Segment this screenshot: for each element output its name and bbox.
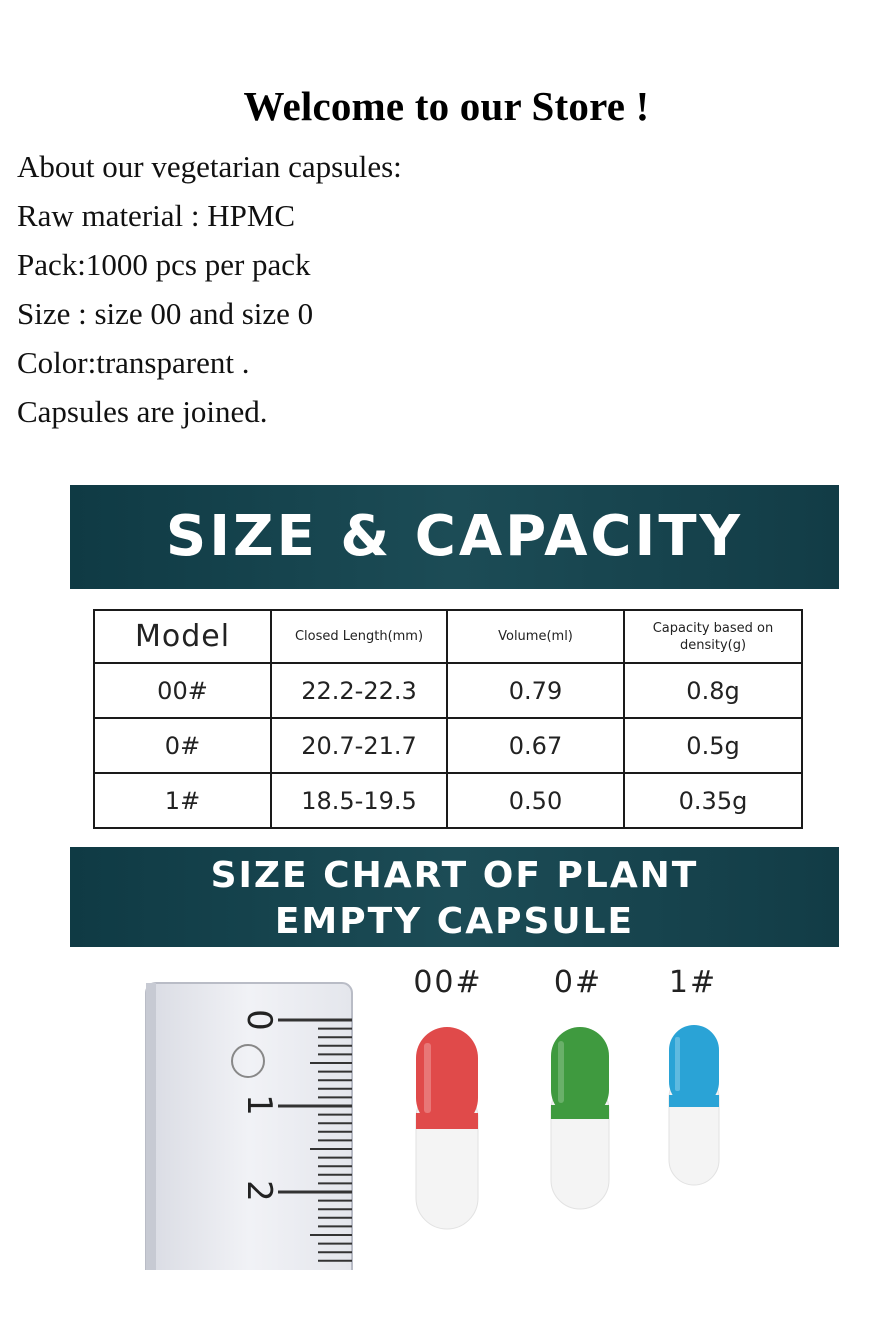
capsule-size-illustration (140, 965, 820, 1270)
table-row (94, 773, 802, 828)
ruler-number: 2 (239, 1180, 279, 1202)
table-cell: 0.79 (447, 663, 624, 718)
table-cell: 20.7-21.7 (271, 718, 447, 773)
size-chart-banner-line: EMPTY CAPSULE (274, 901, 635, 942)
table-cell: 0.67 (447, 718, 624, 773)
table-cell: 0.35g (624, 773, 802, 828)
table-cell: 22.2-22.3 (271, 663, 447, 718)
table-header-row (94, 610, 802, 663)
size-capacity-banner: SIZE & CAPACITY (70, 485, 839, 589)
info-line: Capsules are joined. (17, 394, 268, 429)
size-capacity-table (93, 609, 803, 829)
table-row (94, 718, 802, 773)
capsule-label-00: 00# (413, 965, 483, 1000)
ruler-number: 0 (239, 1009, 279, 1031)
table-cell: 0.5g (624, 718, 802, 773)
column-header-volume: Volume(ml) (447, 610, 624, 663)
capsule-label-0: 0# (553, 965, 603, 1000)
capsule-0-icon (549, 1025, 611, 1211)
info-line: Raw material : HPMC (17, 198, 296, 233)
ruler-number: 1 (239, 1094, 279, 1116)
column-header-length: Closed Length(mm) (271, 610, 447, 663)
table-row (94, 663, 802, 718)
column-header-capacity: Capacity based on density(g) (624, 610, 802, 663)
size-chart-banner-line: SIZE CHART OF PLANT (210, 855, 699, 896)
info-line: Pack:1000 pcs per pack (17, 247, 311, 282)
ruler-icon (140, 965, 360, 1270)
page-title: Welcome to our Store ! (243, 83, 650, 129)
table-cell: 18.5-19.5 (271, 773, 447, 828)
capsule-label-1: 1# (668, 965, 718, 1000)
ruler-edge (146, 983, 156, 1270)
table-cell: 0.8g (624, 663, 802, 718)
column-header-model: Model (94, 610, 271, 663)
table-cell: 1# (94, 773, 271, 828)
table-cell: 00# (94, 663, 271, 718)
info-line: Color:transparent . (17, 345, 250, 380)
info-line: About our vegetarian capsules: (17, 149, 402, 184)
product-info (17, 142, 402, 436)
size-chart-banner (70, 847, 839, 947)
table-cell: 0# (94, 718, 271, 773)
capsule-1-icon (667, 1023, 721, 1187)
info-line: Size : size 00 and size 0 (17, 296, 314, 331)
capsule-00-icon (414, 1025, 480, 1231)
table-cell: 0.50 (447, 773, 624, 828)
